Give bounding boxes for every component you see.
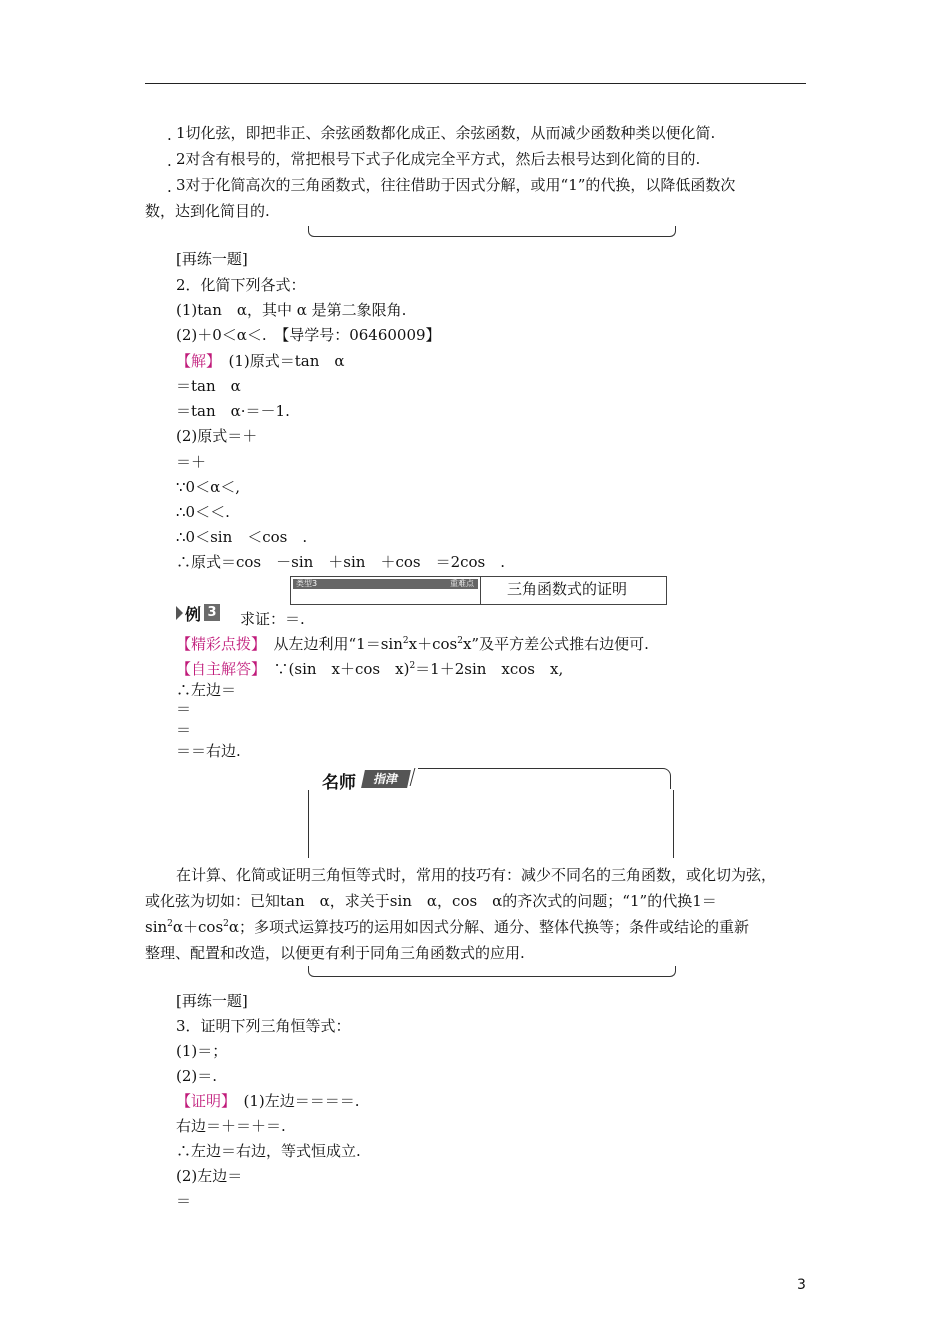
practice3-q2: (2)＝. <box>176 1067 218 1085</box>
example-a1: ∴左边＝ <box>176 681 237 699</box>
practice2-q2: (2)＋0＜α＜. 【导学号：06460009】 <box>176 326 441 344</box>
practice2-s9: ∴原式＝cos －sin ＋sin ＋cos ＝2cos . <box>176 553 506 571</box>
solution-text: (1)原式＝tan α <box>213 352 345 370</box>
example-a4: ＝＝右边. <box>176 742 241 760</box>
tip-line-1: . 1切化弦，即把非正、余弦函数都化成正、余弦函数，从而减少函数种类以便化简. <box>176 122 715 143</box>
type-tag-right: 重难点 <box>450 579 474 588</box>
tip-line-3a: . 3对于化简高次的三角函数式，往往借助于因式分解，或用“1”的代换，以降低函数次 <box>176 174 735 195</box>
practice2-s6: ∵0＜α＜, <box>176 478 240 496</box>
page-number: 3 <box>797 1277 806 1293</box>
answer-sup: 2 <box>409 661 416 671</box>
tip-line-2: . 2对含有根号的，常把根号下式子化成完全平方式，然后去根号达到化简的目的. <box>176 148 700 169</box>
practice3-p5: ＝ <box>176 1192 192 1210</box>
practice2-s2: ＝tan α <box>176 377 241 395</box>
type-bar <box>293 579 478 589</box>
hint-text-mid: x＋cos <box>408 635 458 653</box>
practice3-question: 3．证明下列三角恒等式： <box>176 1017 351 1035</box>
proof-text: (1)左边＝＝＝＝. <box>228 1092 360 1110</box>
practice3-heading: [再练一题] <box>176 992 248 1010</box>
teacher-p2: 或化弦为切如：已知tan α，求关于sin α，cos α的齐次式的问题；“1”的代换1＝ <box>145 892 717 910</box>
example-answer <box>176 658 563 679</box>
type-title: 三角函数式的证明 <box>507 580 628 598</box>
teacher-p3-post: α；多项式运算技巧的运用如因式分解、通分、整体代换等；条件或结论的重新 <box>228 918 750 936</box>
solution-label: 【解】 <box>176 352 214 370</box>
tip-line-3b: 数，达到化简目的. <box>145 202 270 220</box>
practice2-q1: (1)tan α，其中 α 是第二象限角. <box>176 301 407 319</box>
teacher-title: 名师 <box>322 773 356 793</box>
teacher-bracket <box>308 966 676 977</box>
teacher-p3-pre: sin <box>145 918 168 936</box>
hint-text-post: x”及平方差公式推右边便可. <box>462 635 649 653</box>
type-banner <box>290 576 667 605</box>
hint-sup2: 2 <box>457 636 463 646</box>
teacher-badge: 指津 <box>361 770 411 788</box>
triangle-icon <box>176 606 183 620</box>
example-label <box>176 603 222 623</box>
example-prompt: 求证：＝. <box>240 610 305 628</box>
teacher-p3-sup2: 2 <box>223 919 229 929</box>
teacher-note-box <box>308 768 674 860</box>
header-rule <box>145 83 806 84</box>
type-divider <box>480 577 481 604</box>
example-a2: ＝ <box>176 700 192 718</box>
teacher-p3-mid: α＋cos <box>172 918 224 936</box>
proof-label: 【证明】 <box>176 1092 229 1110</box>
example-li: 例 <box>185 605 202 624</box>
type-tag: 类型3 <box>296 579 318 588</box>
practice2-s7: ∴0＜＜. <box>176 503 230 521</box>
teacher-frame <box>308 790 674 858</box>
hint-label: 【精彩点拨】 <box>176 635 259 653</box>
example-hint <box>176 633 649 654</box>
teacher-p3-sup1: 2 <box>167 919 173 929</box>
practice2-heading: [再练一题] <box>176 250 248 268</box>
practice2-question: 2．化简下列各式： <box>176 276 306 294</box>
example-a3: ＝ <box>176 721 192 739</box>
answer-text-pre: ∵(sin x＋cos x) <box>258 660 410 678</box>
hint-sup1: 2 <box>402 636 409 646</box>
teacher-p3 <box>145 916 749 937</box>
teacher-p1: 在计算、化简或证明三角恒等式时，常用的技巧有：减少不同名的三角函数，或化切为弦， <box>176 866 777 884</box>
hint-text-pre: 从左边利用“1＝sin <box>258 635 403 653</box>
practice3-p3: ∴左边＝右边，等式恒成立. <box>176 1142 361 1160</box>
teacher-p4: 整理、配置和改造，以便更有利于同角三角函数式的应用. <box>145 944 525 962</box>
practice3-p2: 右边＝＋＝＋＝. <box>176 1117 286 1135</box>
practice2-s3: ＝tan α·＝－1. <box>176 402 290 420</box>
practice3-q1: (1)＝； <box>176 1042 228 1060</box>
answer-label: 【自主解答】 <box>176 660 259 678</box>
practice3-p4: (2)左边＝ <box>176 1167 243 1185</box>
answer-text-post: ＝1＋2sin xcos x, <box>415 660 564 678</box>
teacher-topline <box>418 768 671 789</box>
practice2-s8: ∴0＜sin ＜cos . <box>176 528 308 546</box>
practice2-s4: (2)原式＝＋ <box>176 427 258 445</box>
practice3-proof-line1 <box>176 1090 360 1111</box>
practice2-s5: ＝＋ <box>176 453 207 471</box>
tips-bracket <box>308 226 676 237</box>
example-number: 3 <box>204 604 220 621</box>
practice2-solution-line1 <box>176 350 345 371</box>
